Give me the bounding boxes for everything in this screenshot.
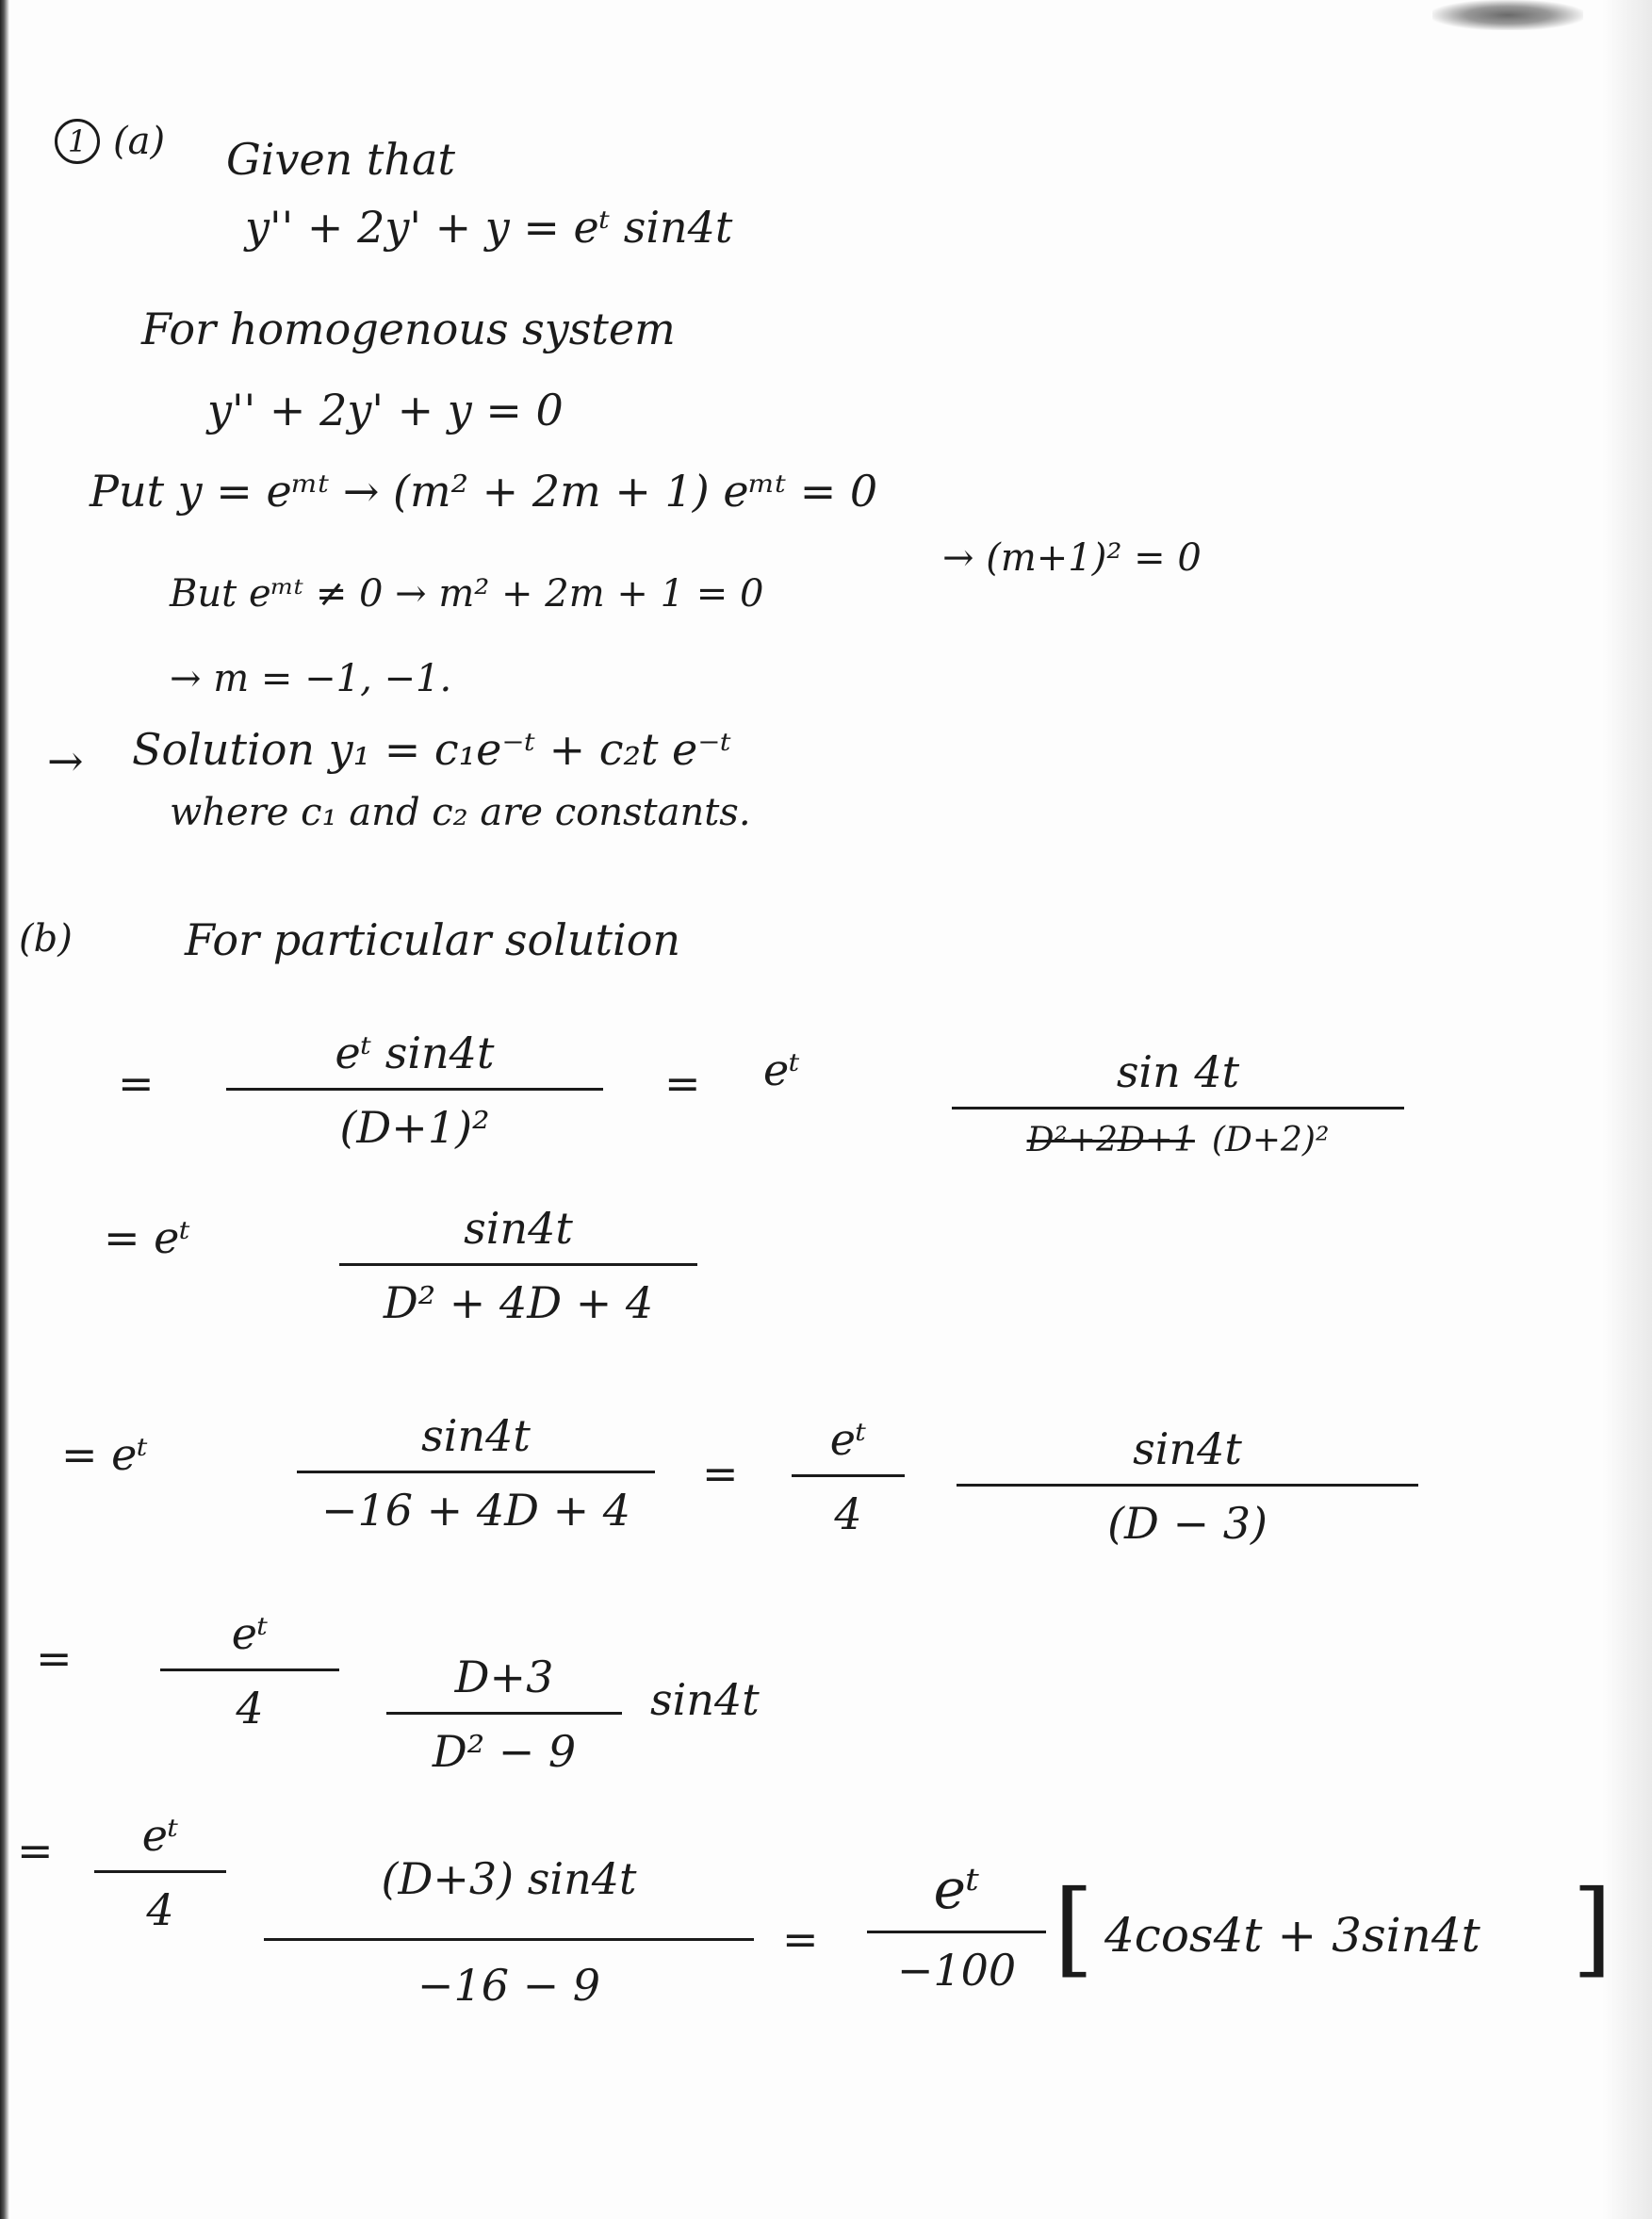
step3-denominator: −16 + 4D + 4	[320, 1485, 631, 1536]
step2-fraction	[339, 1203, 697, 1328]
step1-right-denominator-group	[1022, 1110, 1335, 1159]
part-b-label: (b)	[19, 917, 73, 961]
result-denominator: −100	[896, 1945, 1017, 1996]
step3-fraction	[297, 1410, 655, 1536]
step2-numerator: sin4t	[464, 1203, 573, 1254]
step5-equals-2: =	[782, 1914, 819, 1964]
step3-prefix: = eᵗ	[61, 1429, 148, 1480]
step4-denominator: D² − 9	[432, 1726, 577, 1777]
homogeneous-equation: y'' + 2y' + y = 0	[207, 385, 564, 436]
result-coefficient	[867, 1857, 1046, 1996]
step5-coef-denominator: 4	[146, 1884, 174, 1935]
characteristic-line: But eᵐᵗ ≠ 0 → m² + 2m + 1 = 0	[170, 572, 764, 616]
result-bracket-close: ]	[1572, 1867, 1612, 1988]
step1-equals-2: =	[664, 1058, 701, 1109]
step4-coefficient	[160, 1608, 339, 1734]
step3-equals: =	[702, 1448, 739, 1499]
paper-corner-shadow	[1432, 0, 1583, 30]
step1-equals: =	[118, 1058, 155, 1109]
step5-fraction	[264, 1853, 754, 2011]
square-equation: → (m+1)² = 0	[942, 536, 1202, 580]
step3-coefficient	[792, 1414, 905, 1539]
step1-right-numerator: sin 4t	[1116, 1046, 1240, 1097]
step1-right-denominator: (D+2)²	[1211, 1121, 1330, 1159]
step1-factor: eᵗ	[763, 1044, 800, 1095]
result-bracket-open: [	[1054, 1867, 1094, 1988]
given-heading: Given that	[226, 134, 455, 185]
step1-numerator: eᵗ sin4t	[335, 1027, 495, 1078]
step3-coef-denominator: 4	[834, 1488, 862, 1539]
step1-right-fraction	[952, 1046, 1404, 1159]
struck-denominator: D²+2D+1	[1026, 1121, 1195, 1159]
given-equation: y'' + 2y' + y = eᵗ sin4t	[245, 202, 733, 253]
step1-denominator: (D+1)²	[339, 1102, 490, 1153]
step5-equals: =	[17, 1825, 54, 1876]
step3-right-denominator: (D − 3)	[1107, 1498, 1268, 1549]
solution-line: Solution y₁ = c₁e⁻ᵗ + c₂t e⁻ᵗ	[132, 724, 731, 775]
roots-line: → m = −1, −1.	[170, 657, 452, 700]
step1-fraction	[226, 1027, 603, 1153]
question-number: 1	[55, 119, 100, 164]
step4-equals: =	[36, 1633, 73, 1684]
step4-tail: sin4t	[650, 1674, 760, 1725]
step3-numerator: sin4t	[421, 1410, 531, 1461]
step4-coef-numerator: eᵗ	[231, 1608, 269, 1659]
step2-prefix: = eᵗ	[104, 1212, 190, 1263]
step5-coefficient	[94, 1810, 226, 1935]
part-a-label: (a)	[113, 120, 166, 163]
substitution-line: Put y = eᵐᵗ → (m² + 2m + 1) eᵐᵗ = 0	[90, 466, 878, 517]
step3-coef-numerator: eᵗ	[829, 1414, 867, 1465]
step4-fraction	[386, 1652, 622, 1777]
result-expression: 4cos4t + 3sin4t	[1104, 1908, 1480, 1963]
step5-coef-numerator: eᵗ	[141, 1810, 179, 1861]
particular-heading: For particular solution	[185, 914, 681, 965]
step5-denominator: −16 − 9	[417, 1960, 601, 2011]
step4-numerator: D+3	[454, 1652, 554, 1702]
step4-coef-denominator: 4	[236, 1683, 264, 1734]
step3-right-numerator: sin4t	[1133, 1423, 1242, 1474]
solution-arrow: →	[47, 735, 84, 786]
step5-numerator: (D+3) sin4t	[381, 1853, 637, 1904]
step3-right-fraction	[957, 1423, 1418, 1549]
step2-denominator: D² + 4D + 4	[383, 1277, 654, 1328]
constants-line: where c₁ and c₂ are constants.	[170, 791, 751, 834]
result-numerator: eᵗ	[933, 1857, 980, 1921]
homogeneous-heading: For homogenous system	[141, 304, 676, 354]
